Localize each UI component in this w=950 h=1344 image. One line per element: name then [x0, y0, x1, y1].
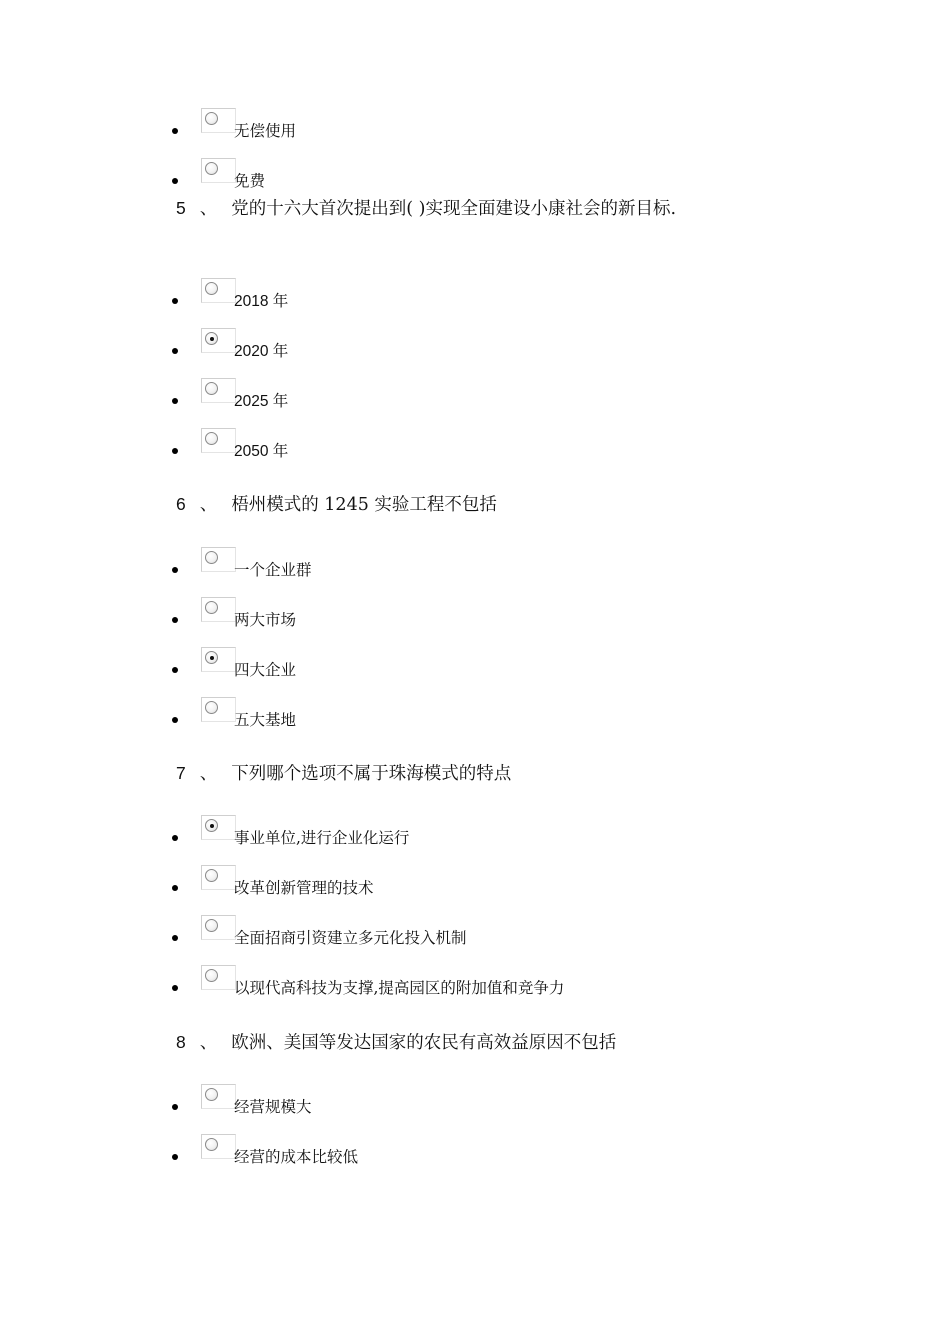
radio-button[interactable]: [205, 651, 218, 664]
bullet-icon: [172, 885, 178, 891]
question-text: 梧州模式的 1245 实验工程不包括: [231, 495, 497, 515]
bullet-icon: [172, 667, 178, 673]
option-label: 五大基地: [234, 711, 297, 729]
option-label: 两大市场: [234, 611, 297, 629]
option-label: 经营的成本比较低: [234, 1148, 359, 1166]
option-2018[interactable]: [172, 278, 772, 312]
option-label: 一个企业群: [234, 561, 312, 579]
option-gaige-chuangxin[interactable]: [172, 865, 772, 899]
bullet-icon: [172, 567, 178, 573]
radio-frame: [201, 965, 236, 990]
option-2025[interactable]: [172, 378, 772, 412]
radio-button[interactable]: [205, 869, 218, 882]
option-label: 2018 年: [234, 293, 289, 310]
bullet-icon: [172, 398, 178, 404]
radio-button[interactable]: [205, 601, 218, 614]
option-label: 四大企业: [234, 661, 297, 679]
radio-button[interactable]: [205, 701, 218, 714]
radio-frame: [201, 1084, 236, 1109]
bullet-icon: [172, 128, 178, 134]
option-2050[interactable]: [172, 428, 772, 462]
option-label: 免费: [234, 172, 266, 190]
question-8: [176, 1029, 616, 1054]
bullet-icon: [172, 717, 178, 723]
radio-button[interactable]: [205, 332, 218, 345]
option-label: 以现代高科技为支撑,提高园区的附加值和竞争力: [234, 979, 565, 997]
question-text: 下列哪个选项不属于珠海模式的特点: [231, 764, 512, 784]
radio-button[interactable]: [205, 162, 218, 175]
question-number: 7: [176, 763, 186, 783]
option-sida-qiye[interactable]: [172, 647, 772, 681]
question-number: 5: [176, 198, 186, 218]
option-label: 事业单位,进行企业化运行: [234, 829, 410, 847]
question-separator: 、: [199, 495, 218, 515]
radio-frame: [201, 547, 236, 572]
option-label: 2020 年: [234, 343, 289, 360]
question-separator: 、: [199, 1033, 218, 1053]
radio-button[interactable]: [205, 1088, 218, 1101]
radio-frame: [201, 865, 236, 890]
option-xiandai-gaokeji[interactable]: [172, 965, 772, 999]
option-label: 经营规模大: [234, 1098, 312, 1116]
radio-frame: [201, 428, 236, 453]
option-liangda-shichang[interactable]: [172, 597, 772, 631]
radio-frame: [201, 1134, 236, 1159]
option-label: 2025 年: [234, 393, 289, 410]
option-wuchang-shiyong[interactable]: [172, 108, 772, 142]
radio-button[interactable]: [205, 1138, 218, 1151]
bullet-icon: [172, 348, 178, 354]
option-label: 无偿使用: [234, 122, 297, 140]
bullet-icon: [172, 1154, 178, 1160]
radio-frame: [201, 647, 236, 672]
radio-frame: [201, 597, 236, 622]
question-text: 欧洲、美国等发达国家的农民有高效益原因不包括: [231, 1033, 617, 1053]
radio-frame: [201, 697, 236, 722]
question-number: 8: [176, 1032, 186, 1052]
question-7: [176, 760, 511, 785]
bullet-icon: [172, 935, 178, 941]
option-shiye-danwei[interactable]: [172, 815, 772, 849]
option-label: 改革创新管理的技术: [234, 879, 374, 897]
radio-frame: [201, 815, 236, 840]
bullet-icon: [172, 617, 178, 623]
radio-button[interactable]: [205, 919, 218, 932]
bullet-icon: [172, 178, 178, 184]
radio-button[interactable]: [205, 551, 218, 564]
bullet-icon: [172, 835, 178, 841]
radio-button[interactable]: [205, 112, 218, 125]
radio-button[interactable]: [205, 819, 218, 832]
question-separator: 、: [199, 199, 218, 219]
question-6: [176, 491, 497, 516]
radio-frame: [201, 278, 236, 303]
radio-frame: [201, 915, 236, 940]
option-label: 全面招商引资建立多元化投入机制: [234, 929, 467, 947]
bullet-icon: [172, 298, 178, 304]
option-mianfei[interactable]: [172, 158, 772, 192]
radio-button[interactable]: [205, 969, 218, 982]
question-separator: 、: [199, 764, 218, 784]
question-number: 6: [176, 494, 186, 514]
radio-frame: [201, 378, 236, 403]
question-5: [176, 195, 676, 220]
bullet-icon: [172, 985, 178, 991]
option-jingying-chengben[interactable]: [172, 1134, 772, 1168]
radio-frame: [201, 328, 236, 353]
bullet-icon: [172, 448, 178, 454]
question-text: 党的十六大首次提出到( )实现全面建设小康社会的新目标.: [231, 199, 677, 219]
radio-frame: [201, 158, 236, 183]
radio-frame: [201, 108, 236, 133]
radio-button[interactable]: [205, 382, 218, 395]
bullet-icon: [172, 1104, 178, 1110]
option-quanmian-zhaoshang[interactable]: [172, 915, 772, 949]
radio-button[interactable]: [205, 432, 218, 445]
option-2020[interactable]: [172, 328, 772, 362]
option-label: 2050 年: [234, 443, 289, 460]
option-yige-qiyequn[interactable]: [172, 547, 772, 581]
option-wuda-jidi[interactable]: [172, 697, 772, 731]
option-jingying-guimo[interactable]: [172, 1084, 772, 1118]
radio-button[interactable]: [205, 282, 218, 295]
